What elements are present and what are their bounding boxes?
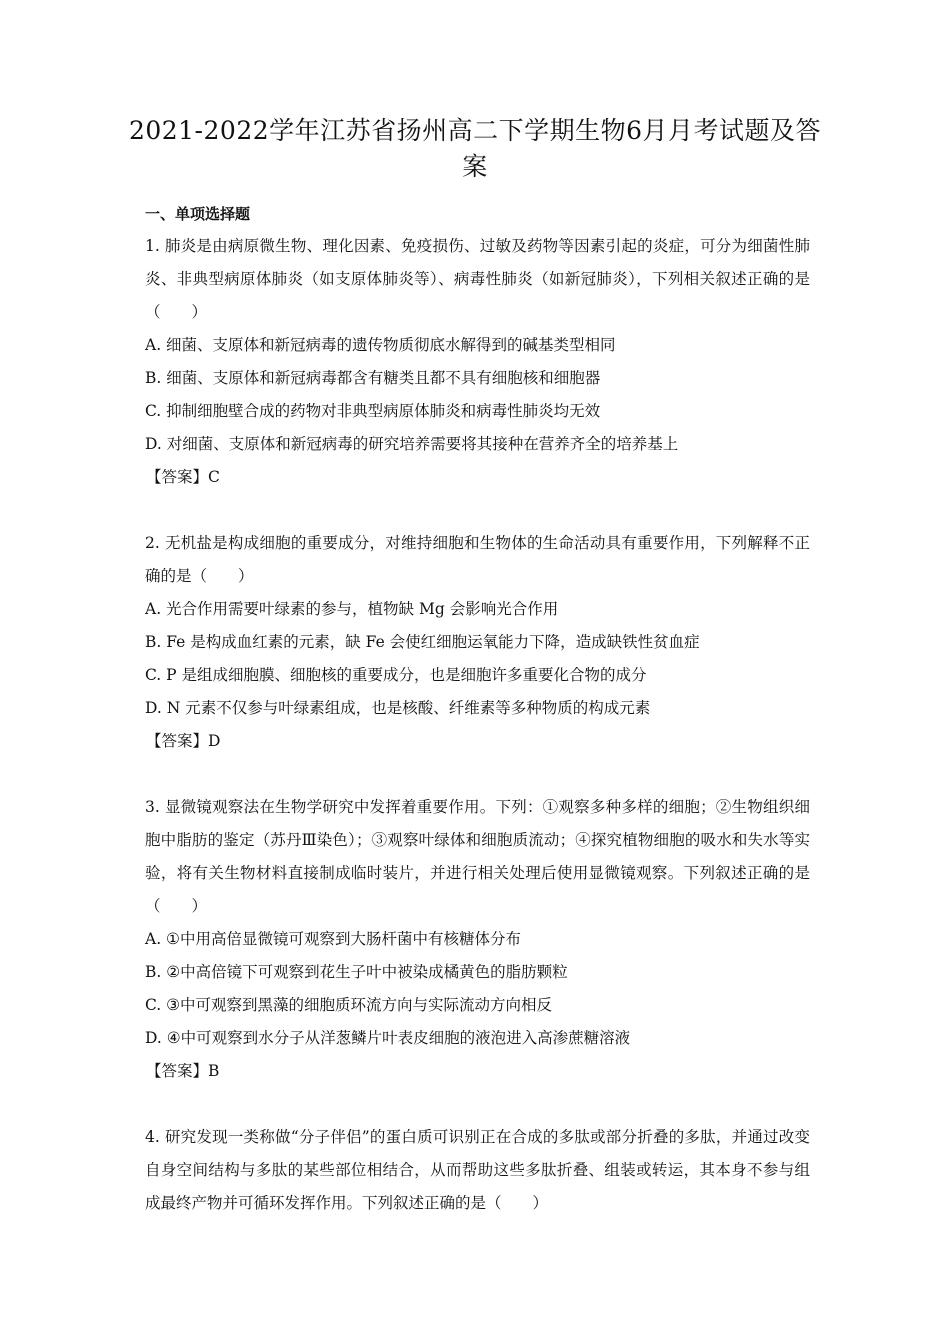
answer: 【答案】C (146, 468, 220, 486)
document-title: 2021-2022学年江苏省扬州高二下学期生物6月月考试题及答案 (128, 116, 822, 181)
question-3 (145, 791, 810, 1088)
answer: 【答案】D (146, 732, 221, 750)
option-a: A. ①中用高倍显微镜可观察到大肠杆菌中有核糖体分布 (145, 930, 521, 948)
questions-body (145, 230, 810, 1220)
option-c: C. ③中可观察到黑藻的细胞质环流方向与实际流动方向相反 (145, 996, 553, 1014)
question-stem: 3. 显微镜观察法在生物学研究中发挥着重要作用。下列：①观察多种多样的细胞；②生物组织细胞中脂肪的鉴定（苏丹Ⅲ染色）；③观察叶绿体和细胞质流动；④探究植物细胞的吸水和失水等实验，将有关生物材料直接制成临时装片，并进行相关处理后使用显微镜观察。下列叙述正确的是（ ） (145, 798, 810, 915)
option-a: A. 光合作用需要叶绿素的参与，植物缺 Mg 会影响光合作用 (145, 600, 559, 618)
option-b: B. ②中高倍镜下可观察到花生子叶中被染成橘黄色的脂肪颗粒 (145, 963, 568, 981)
question-4 (145, 1121, 810, 1220)
spacer (145, 1088, 810, 1121)
option-b: B. Fe 是构成血红素的元素，缺 Fe 会使红细胞运氧能力下降，造成缺铁性贫血症 (145, 633, 700, 651)
option-d: D. N 元素不仅参与叶绿素组成，也是核酸、纤维素等多种物质的构成元素 (145, 699, 651, 717)
answer: 【答案】B (146, 1062, 220, 1080)
option-b: B. 细菌、支原体和新冠病毒都含有糖类且都不具有细胞核和细胞器 (145, 369, 601, 387)
option-c: C. P 是组成细胞膜、细胞核的重要成分，也是细胞许多重要化合物的成分 (145, 666, 647, 684)
option-d: D. 对细菌、支原体和新冠病毒的研究培养需要将其接种在营养齐全的培养基上 (145, 435, 679, 453)
section-heading: 一、单项选择题 (145, 205, 251, 223)
question-stem: 2. 无机盐是构成细胞的重要成分，对维持细胞和生物体的生命活动具有重要作用，下列解释不正确的是（ ） (145, 534, 810, 585)
spacer (145, 494, 810, 527)
option-a: A. 细菌、支原体和新冠病毒的遗传物质彻底水解得到的碱基类型相同 (145, 336, 616, 354)
question-stem: 4. 研究发现一类称做“分子伴侣”的蛋白质可识别正在合成的多肽或部分折叠的多肽，并通过改变自身空间结构与多肽的某些部位相结合，从而帮助这些多肽折叠、组装或转运，其本身不参与组成最终产物并可循环发挥作用。下列叙述正确的是（ ） (145, 1128, 810, 1212)
question-1 (145, 230, 810, 494)
option-c: C. 抑制细胞壁合成的药物对非典型病原体肺炎和病毒性肺炎均无效 (145, 402, 601, 420)
question-2 (145, 527, 810, 758)
question-stem: 1. 肺炎是由病原微生物、理化因素、免疫损伤、过敏及药物等因素引起的炎症，可分为细菌性肺炎、非典型病原体肺炎（如支原体肺炎等）、病毒性肺炎（如新冠肺炎），下列相关叙述正确的是（ ） (145, 237, 810, 321)
option-d: D. ④中可观察到水分子从洋葱鳞片叶表皮细胞的液泡进入高渗蔗糖溶液 (145, 1029, 631, 1047)
spacer (145, 758, 810, 791)
